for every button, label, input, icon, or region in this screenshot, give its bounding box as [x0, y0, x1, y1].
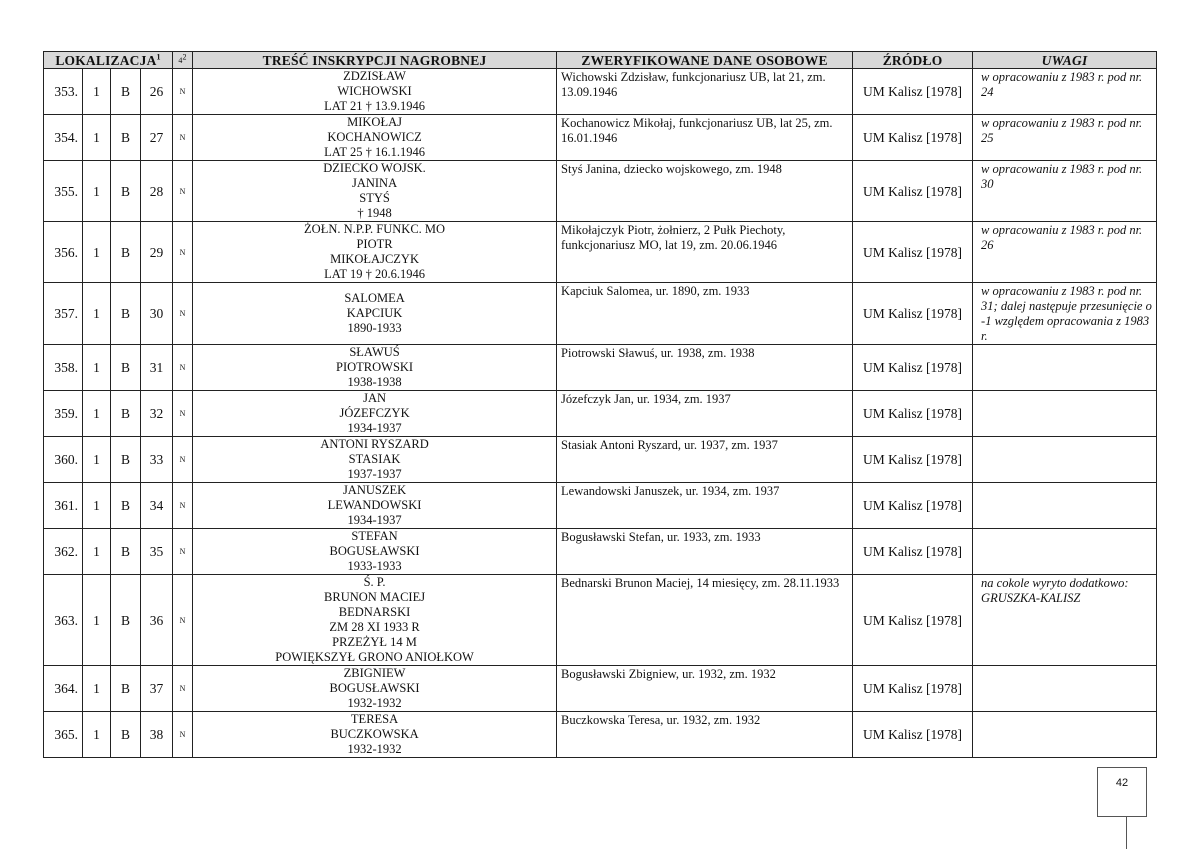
row-remarks: w opracowaniu z 1983 r. pod nr. 30 [973, 161, 1157, 222]
row-col4: N [173, 222, 193, 283]
row-verified-data: Bogusławski Zbigniew, ur. 1932, zm. 1932 [557, 666, 853, 712]
row-location-1: 1 [83, 437, 111, 483]
inscription-line: 1934-1937 [347, 513, 402, 527]
row-location-2: B [111, 666, 141, 712]
inscription-line: ZM 28 XI 1933 R [329, 620, 420, 634]
row-location-2: B [111, 529, 141, 575]
inscription-line: Ś. P. [363, 575, 386, 589]
row-location-1: 1 [83, 222, 111, 283]
row-inscription [193, 115, 557, 161]
row-col4: N [173, 161, 193, 222]
inscription-line: PRZEŻYŁ 14 M [332, 635, 417, 649]
row-location-3: 37 [141, 666, 173, 712]
row-inscription [193, 437, 557, 483]
row-location-3: 36 [141, 575, 173, 666]
row-verified-data: Kapciuk Salomea, ur. 1890, zm. 1933 [557, 283, 853, 345]
inscription-line: LAT 25 † 16.1.1946 [324, 145, 425, 159]
inscription-line: STYŚ [359, 191, 390, 205]
row-location-3: 33 [141, 437, 173, 483]
row-verified-data: Stasiak Antoni Ryszard, ur. 1937, zm. 1937 [557, 437, 853, 483]
row-inscription [193, 575, 557, 666]
inscription-line: 1937-1937 [347, 467, 402, 481]
inscription-line: † 1948 [357, 206, 392, 220]
row-remarks [973, 483, 1157, 529]
row-col4: N [173, 391, 193, 437]
row-location-2: B [111, 391, 141, 437]
table-row [44, 69, 1157, 115]
row-location-1: 1 [83, 712, 111, 758]
inscription-line: 1933-1933 [347, 559, 402, 573]
row-remarks: w opracowaniu z 1983 r. pod nr. 24 [973, 69, 1157, 115]
row-verified-data: Mikołajczyk Piotr, żołnierz, 2 Pułk Piechoty, funkcjonariusz MO, lat 19, zm. 20.06.1946 [557, 222, 853, 283]
header-lokalizacja: LOKALIZACJA$^1$ [44, 52, 173, 69]
row-inscription [193, 391, 557, 437]
row-location-3: 38 [141, 712, 173, 758]
inscription-line: PIOTROWSKI [336, 360, 414, 374]
page-number-line [1126, 817, 1127, 849]
table-row [44, 666, 1157, 712]
row-remarks: w opracowaniu z 1983 r. pod nr. 25 [973, 115, 1157, 161]
header-zrodlo: ŹRÓDŁO [853, 52, 973, 69]
inscription-line: BRUNON MACIEJ [324, 590, 426, 604]
row-remarks [973, 391, 1157, 437]
row-col4: N [173, 483, 193, 529]
inscription-line: 1934-1937 [347, 421, 402, 435]
row-number: 361. [44, 483, 83, 529]
table-row [44, 222, 1157, 283]
header-row [44, 52, 1157, 69]
header-uwagi: UWAGI [973, 52, 1157, 69]
row-location-3: 30 [141, 283, 173, 345]
row-source: UM Kalisz [1978] [853, 69, 973, 115]
row-location-1: 1 [83, 161, 111, 222]
header-dane: ZWERYFIKOWANE DANE OSOBOWE [557, 52, 853, 69]
row-source: UM Kalisz [1978] [853, 437, 973, 483]
inscription-line: KAPCIUK [346, 306, 403, 320]
row-number: 359. [44, 391, 83, 437]
row-location-1: 1 [83, 575, 111, 666]
inscription-line: WICHOWSKI [337, 84, 412, 98]
row-number: 365. [44, 712, 83, 758]
header-tresc: TREŚĆ INSKRYPCJI NAGROBNEJ [193, 52, 557, 69]
row-location-2: B [111, 345, 141, 391]
row-location-2: B [111, 283, 141, 345]
row-location-3: 28 [141, 161, 173, 222]
row-location-3: 27 [141, 115, 173, 161]
row-number: 357. [44, 283, 83, 345]
inscription-line: 1932-1932 [347, 696, 402, 710]
inscription-line: KOCHANOWICZ [327, 130, 422, 144]
inscription-line: LEWANDOWSKI [327, 498, 422, 512]
row-inscription [193, 529, 557, 575]
row-inscription [193, 712, 557, 758]
inscription-line: POWIĘKSZYŁ GRONO ANIOŁKOW [275, 650, 474, 664]
table-row [44, 161, 1157, 222]
row-verified-data: Lewandowski Januszek, ur. 1934, zm. 1937 [557, 483, 853, 529]
row-verified-data: Bogusławski Stefan, ur. 1933, zm. 1933 [557, 529, 853, 575]
row-col4: N [173, 69, 193, 115]
row-number: 360. [44, 437, 83, 483]
row-remarks [973, 529, 1157, 575]
row-inscription [193, 345, 557, 391]
row-location-3: 32 [141, 391, 173, 437]
row-location-1: 1 [83, 69, 111, 115]
inscription-line: 1890-1933 [347, 321, 402, 335]
row-location-1: 1 [83, 666, 111, 712]
table-row [44, 529, 1157, 575]
row-location-1: 1 [83, 345, 111, 391]
row-verified-data: Wichowski Zdzisław, funkcjonariusz UB, lat 21, zm. 13.09.1946 [557, 69, 853, 115]
inscription-line: MIKOŁAJ [347, 115, 402, 129]
table-row [44, 115, 1157, 161]
row-col4: N [173, 666, 193, 712]
inscription-line: ZDZISŁAW [343, 69, 406, 83]
row-location-2: B [111, 222, 141, 283]
row-col4: N [173, 283, 193, 345]
row-verified-data: Piotrowski Sławuś, ur. 1938, zm. 1938 [557, 345, 853, 391]
table-row [44, 391, 1157, 437]
inscription-line: ZBIGNIEW [343, 666, 406, 680]
row-remarks: na cokole wyryto dodatkowo: GRUSZKA-KALISZ [973, 575, 1157, 666]
row-inscription [193, 666, 557, 712]
row-verified-data: Kochanowicz Mikołaj, funkcjonariusz UB, lat 25, zm. 16.01.1946 [557, 115, 853, 161]
inscription-line: BUCZKOWSKA [330, 727, 419, 741]
header-col4: $4^2$ [173, 52, 193, 69]
row-col4: N [173, 529, 193, 575]
table-row [44, 575, 1157, 666]
row-number: 355. [44, 161, 83, 222]
row-source: UM Kalisz [1978] [853, 345, 973, 391]
inscription-line: 1938-1938 [347, 375, 402, 389]
inscription-line: TERESA [350, 712, 399, 726]
row-remarks [973, 712, 1157, 758]
inscription-line: STASIAK [348, 452, 401, 466]
row-inscription [193, 222, 557, 283]
inscription-line: JAN [363, 391, 386, 405]
row-remarks: w opracowaniu z 1983 r. pod nr. 26 [973, 222, 1157, 283]
inscription-line: LAT 19 † 20.6.1946 [324, 267, 425, 281]
register-rows [44, 69, 1157, 758]
row-source: UM Kalisz [1978] [853, 161, 973, 222]
row-source: UM Kalisz [1978] [853, 666, 973, 712]
row-remarks [973, 666, 1157, 712]
burial-register-table [43, 51, 1157, 758]
row-inscription [193, 69, 557, 115]
inscription-line: SŁAWUŚ [349, 345, 400, 359]
row-col4: N [173, 712, 193, 758]
inscription-line: JANUSZEK [342, 483, 407, 497]
row-inscription [193, 161, 557, 222]
page-number: 42 [1115, 777, 1129, 789]
row-location-2: B [111, 69, 141, 115]
row-source: UM Kalisz [1978] [853, 712, 973, 758]
table-row [44, 283, 1157, 345]
row-number: 364. [44, 666, 83, 712]
row-col4: N [173, 345, 193, 391]
table-row [44, 345, 1157, 391]
table-row [44, 437, 1157, 483]
row-location-3: 31 [141, 345, 173, 391]
page-number-box [1097, 767, 1147, 817]
row-number: 354. [44, 115, 83, 161]
inscription-line: SALOMEA [344, 291, 405, 305]
row-verified-data: Styś Janina, dziecko wojskowego, zm. 1948 [557, 161, 853, 222]
row-location-1: 1 [83, 283, 111, 345]
row-location-1: 1 [83, 529, 111, 575]
inscription-line: BOGUSŁAWSKI [329, 544, 420, 558]
row-location-3: 34 [141, 483, 173, 529]
row-location-1: 1 [83, 115, 111, 161]
row-verified-data: Bednarski Brunon Maciej, 14 miesięcy, zm. 28.11.1933 [557, 575, 853, 666]
row-col4: N [173, 437, 193, 483]
inscription-line: LAT 21 † 13.9.1946 [324, 99, 425, 113]
row-source: UM Kalisz [1978] [853, 222, 973, 283]
row-location-2: B [111, 575, 141, 666]
row-verified-data: Józefczyk Jan, ur. 1934, zm. 1937 [557, 391, 853, 437]
row-location-3: 29 [141, 222, 173, 283]
row-location-2: B [111, 115, 141, 161]
row-col4: N [173, 115, 193, 161]
row-source: UM Kalisz [1978] [853, 575, 973, 666]
row-number: 363. [44, 575, 83, 666]
row-location-3: 35 [141, 529, 173, 575]
inscription-line: BOGUSŁAWSKI [329, 681, 420, 695]
inscription-line: ANTONI RYSZARD [320, 437, 429, 451]
inscription-line: DZIECKO WOJSK. [323, 161, 426, 175]
row-inscription [193, 283, 557, 345]
row-verified-data: Buczkowska Teresa, ur. 1932, zm. 1932 [557, 712, 853, 758]
row-remarks [973, 345, 1157, 391]
row-location-2: B [111, 483, 141, 529]
row-number: 353. [44, 69, 83, 115]
row-number: 362. [44, 529, 83, 575]
table-row [44, 483, 1157, 529]
table-row [44, 712, 1157, 758]
row-source: UM Kalisz [1978] [853, 529, 973, 575]
row-location-1: 1 [83, 483, 111, 529]
inscription-line: JÓZEFCZYK [339, 406, 410, 420]
inscription-line: BEDNARSKI [338, 605, 411, 619]
inscription-line: MIKOŁAJCZYK [330, 252, 419, 266]
row-location-2: B [111, 712, 141, 758]
inscription-line: 1932-1932 [347, 742, 402, 756]
inscription-line: STEFAN [351, 529, 398, 543]
row-remarks: w opracowaniu z 1983 r. pod nr. 31; dalej następuje przesunięcie o -1 względem opracowania z 1983 r. [973, 283, 1157, 345]
inscription-line: PIOTR [356, 237, 393, 251]
row-source: UM Kalisz [1978] [853, 115, 973, 161]
row-number: 358. [44, 345, 83, 391]
row-inscription [193, 483, 557, 529]
inscription-line: ŻOŁN. N.P.P. FUNKC. MO [304, 222, 446, 236]
inscription-line: JANINA [351, 176, 398, 190]
row-location-3: 26 [141, 69, 173, 115]
row-location-2: B [111, 161, 141, 222]
row-source: UM Kalisz [1978] [853, 483, 973, 529]
row-number: 356. [44, 222, 83, 283]
row-source: UM Kalisz [1978] [853, 391, 973, 437]
row-source: UM Kalisz [1978] [853, 283, 973, 345]
row-remarks [973, 437, 1157, 483]
row-location-1: 1 [83, 391, 111, 437]
row-col4: N [173, 575, 193, 666]
row-location-2: B [111, 437, 141, 483]
